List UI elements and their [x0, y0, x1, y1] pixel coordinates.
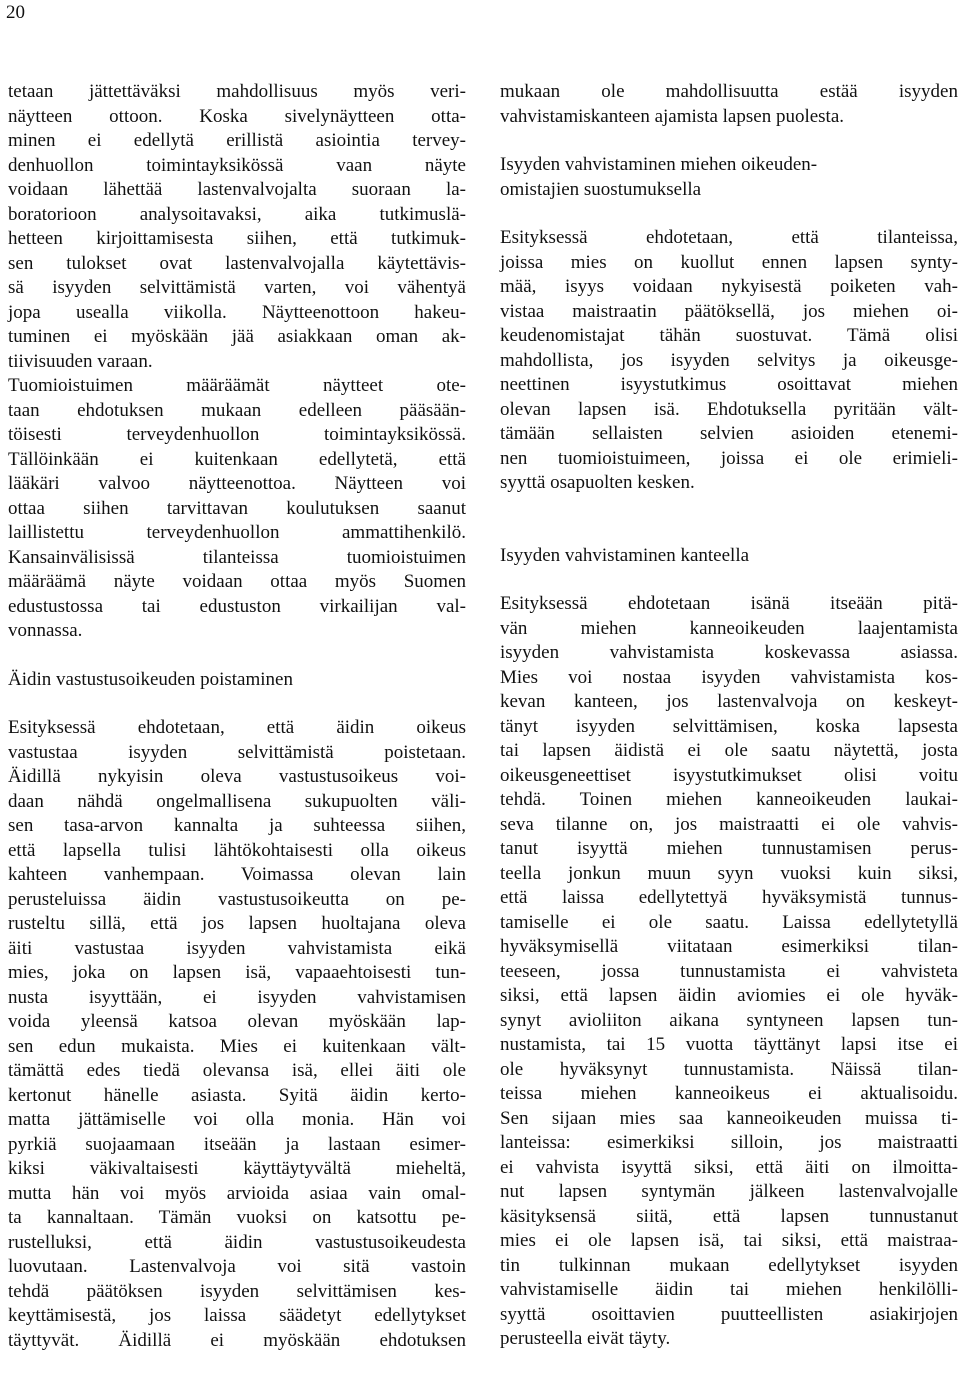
paragraph [8, 80, 466, 644]
text-line: oikeusgeneettiset isyystutkimukset olisi voitu [500, 764, 958, 786]
text-line: luovutaan. Lastenvalvoja voi sitä vastoin [8, 1256, 466, 1277]
text-line: boratorioon analysoitavaksi, aika tutkimuslä- [8, 203, 466, 225]
text-line: denhuollon toimintayksikössä vaan näyte [8, 154, 466, 176]
text-line: isyyden vahvistamista koskevassa asiassa. [500, 642, 958, 663]
heading-line: Isyyden vahvistaminen miehen oikeuden- [500, 154, 818, 175]
right-column [500, 80, 958, 1352]
text-line: ei vahvista isyyttä siksi, että äiti on ilmoitta- [500, 1156, 958, 1178]
text-line: täyttyvät. Äidillä ei myöskään ehdotuksen [8, 1329, 466, 1351]
paragraph [500, 80, 958, 129]
page-number: 20 [6, 2, 25, 23]
text-line: tehdä. Toinen miehen kanneoikeuden laukai- [500, 789, 958, 810]
text-line: pyrkiä suojaamaan itseään ja lastaan esimer- [8, 1133, 466, 1155]
text-line: matta jättämiselle voi olla monia. Hän voi [8, 1109, 466, 1130]
text-line: siksi, että lapsen äidin aviomies ei ole hyväk- [500, 985, 958, 1006]
text-line: nen tuomioistuimeen, joissa ei ole erimieli- [500, 447, 958, 469]
text-line: ottaa siihen tarvittavan koulutuksen saanut [8, 497, 466, 519]
text-line: rusteltu sillä, että jos lapsen huoltajana oleva [8, 913, 466, 934]
text-line: vahvistamiselle äidin tai miehen henkilölli- [500, 1279, 958, 1300]
paragraph [500, 592, 958, 1352]
text-line: sen tasa-arvon kannalta ja suhteessa siihen, [8, 815, 466, 836]
text-line: teeseen, jossa tunnustamista ei vahvisteta [500, 960, 958, 982]
paragraph [8, 716, 466, 1353]
text-line: vastustaa isyyden selvittämistä poistetaan. [8, 741, 466, 763]
text-line: taan ehdotuksen mukaan edelleen pääsään- [8, 399, 466, 421]
text-line: lääkäri valvoo näytteenottoa. Näytteen voi [8, 473, 466, 494]
text-line: kevan kanteen, jos lastenvalvoja on keskeyt- [500, 691, 958, 712]
text-line: perusteella eivät täyty. [500, 1328, 671, 1349]
text-line: ta kannaltaan. Tämän vuoksi on katsottu pe- [8, 1207, 466, 1228]
text-line: että laissa edellytettyä hyväksymistä tunnus- [500, 887, 958, 908]
text-line: vistaa maistraatin päätöksellä, jos miehen oi- [500, 300, 958, 322]
text-line: daan nähdä ongelmallisena sukupuolten väli- [8, 790, 466, 812]
text-line: tehdä päätöksen isyyden selvittämisen kes- [8, 1280, 466, 1302]
text-line: mies ei ole lapsen isä, tai siksi, että maistraa- [500, 1230, 958, 1251]
text-line: vonnassa. [8, 620, 83, 641]
text-line: synyt avioliiton aikana syntyneen lapsen tun- [500, 1009, 958, 1031]
text-line: voidaan lähettää lastenvalvojalta suoraan la- [8, 179, 466, 200]
text-line: sen edun mukaista. Mies ei kuitenkaan vält- [8, 1035, 466, 1057]
text-line: nut lapsen syntymän jälkeen lastenvalvojalle [500, 1181, 958, 1202]
text-line: näytteen ottoon. Koska sivelynäytteen otta- [8, 105, 466, 127]
text-line: perusteluissa äidin vastustusoikeutta on pe- [8, 888, 466, 910]
text-line: sen tulokset ovat lastenvalvojalla käytettävis- [8, 252, 466, 274]
text-line: teissa miehen kanneoikeus ei aktualisoidu. [500, 1083, 958, 1104]
text-line: rustelluksi, että äidin vastustusoikeudesta [8, 1231, 466, 1253]
text-line: Kansainvälisissä tilanteissa tuomioistuimen [8, 546, 466, 568]
text-line: Mies voi nostaa isyyden vahvistamista kos- [500, 666, 958, 688]
text-line: tetaan jättettäväksi mahdollisuus myös veri- [8, 81, 466, 102]
text-line: kertonut hänelle asiasta. Syitä äidin kerto- [8, 1084, 466, 1106]
text-line: minen ei edellytä erillistä asiointia tervey- [8, 130, 466, 151]
text-line: teella jonkun muun syyn vuoksi kuin siksi, [500, 862, 958, 884]
text-line: edustustossa tai edustuston virkailijan val- [8, 595, 466, 617]
paragraph [500, 226, 958, 496]
text-line: Esityksessä ehdotetaan isänä itseään pitä- [500, 593, 958, 614]
text-line: mukaan ole mahdollisuutta estää isyyden [500, 81, 958, 102]
text-line: tiivisuuden varaan. [8, 350, 153, 372]
text-line: töisesti terveydenhuollon toimintayksikössä. [8, 424, 466, 445]
text-line: Esityksessä ehdotetaan, että tilanteissa, [500, 227, 958, 248]
text-line: tamiselle ei ole saatu. Laissa edellytetyllä [500, 911, 958, 933]
text-line: että lapsella tulisi lähtökohtaisesti olla oikeus [8, 839, 466, 861]
text-line: mies, joka on lapsen isä, vapaaehtoisesti tun- [8, 962, 466, 983]
text-line: voida yleensä katsoa olevan myöskään lap- [8, 1011, 466, 1032]
text-line: Tuomioistuimen määräämät näytteet ote- [8, 375, 466, 396]
text-line: hyväksymisellä viitataan esimerkiksi tilan- [500, 936, 958, 957]
text-line: lanteissa: esimerkiksi silloin, jos maistraatti [500, 1132, 958, 1153]
text-line: mää, isyys voidaan nykyisestä poiketen vah- [500, 276, 958, 297]
text-line: vahvistamiskanteen ajamista lapsen puolesta. [500, 105, 845, 127]
section-heading: Isyyden vahvistaminen kanteella [500, 544, 750, 566]
text-line: nusta isyyttään, ei isyyden vahvistamisen [8, 986, 466, 1008]
section-heading [500, 153, 958, 202]
text-line: joissa mies on kuollut ennen lapsen synty- [500, 251, 958, 273]
text-line: mahdollista, jos isyyden selvitys ja oikeusge- [500, 349, 958, 371]
text-line: keudenomistajat tähän suostuvat. Tämä olisi [500, 325, 958, 346]
text-line: Tällöinkään ei kuitenkaan edellytetä, että [8, 448, 466, 470]
text-line: tänyt isyyden selvittämisen, koska lapsesta [500, 715, 958, 737]
text-line: sä isyyden selvittämistä varten, voi vähentyä [8, 277, 466, 298]
text-line: kiksi väkivaltaisesti käyttäytyvältä mieheltä, [8, 1158, 466, 1179]
text-line: käsityksensä siitä, että lapsen tunnustanut [500, 1205, 958, 1227]
text-line: mutta hän voi myös arvioida asiaa vain omal- [8, 1182, 466, 1204]
text-line: tai lapsen äidistä ei ole saatu näytettä, josta [500, 740, 958, 761]
text-line: tin tulkinnan mukaan edellytykset isyyden [500, 1254, 958, 1276]
text-line: tuminen ei myöskään jää asiakkaan oman ak- [8, 326, 466, 347]
left-column [8, 80, 466, 1353]
text-line: olevan lapsen isä. Ehdotuksella pyritään vält- [500, 398, 958, 420]
text-line: Esityksessä ehdotetaan, että äidin oikeus [8, 717, 466, 738]
text-line: syyttä osapuolten kesken. [500, 472, 695, 493]
text-line: Äidillä nykyisin oleva vastustusoikeus voi- [8, 766, 466, 787]
text-line: määräämä näyte voidaan ottaa myös Suomen [8, 571, 466, 592]
text-line: seva tilanne on, jos maistraatti ei ole vahvis- [500, 813, 958, 835]
text-line: keyttämisestä, jos laissa säädetyt edellytykset [8, 1305, 466, 1326]
text-line: syyttä osoittavien puutteellisten asiakirjojen [500, 1303, 958, 1325]
text-line: hetteen kirjoittamisesta siihen, että tutkimuk- [8, 228, 466, 249]
section-heading: Äidin vastustusoikeuden poistaminen [8, 668, 293, 690]
heading-line: omistajien suostumuksella [500, 178, 702, 200]
text-line: vän miehen kanneoikeuden laajentamista [500, 617, 958, 639]
text-line: Sen sijaan mies saa kanneoikeuden muissa ti- [500, 1107, 958, 1129]
text-line: tanut isyyttä miehen tunnustamisen perus- [500, 838, 958, 859]
text-line: äiti vastustaa isyyden vahvistamista eikä [8, 937, 466, 959]
text-line: neettinen isyystutkimus osoittavat miehen [500, 374, 958, 395]
text-line: jopa usealla viikolla. Näytteenottoon hakeu- [8, 301, 466, 323]
text-line: kahteen vanhempaan. Voimassa olevan lain [8, 864, 466, 885]
text-line: tämättä edes tiedä olevansa isä, ellei äiti ole [8, 1060, 466, 1081]
text-line: tämään sellaisten selvien asioiden etenemi- [500, 423, 958, 444]
text-line: nustamista, tai 15 vuotta täyttänyt lapsi itse ei [500, 1034, 958, 1055]
text-line: ole hyväksynyt tunnustamista. Näissä tilan- [500, 1058, 958, 1080]
text-line: laillistettu terveydenhuollon ammattihenkilö. [8, 522, 466, 543]
